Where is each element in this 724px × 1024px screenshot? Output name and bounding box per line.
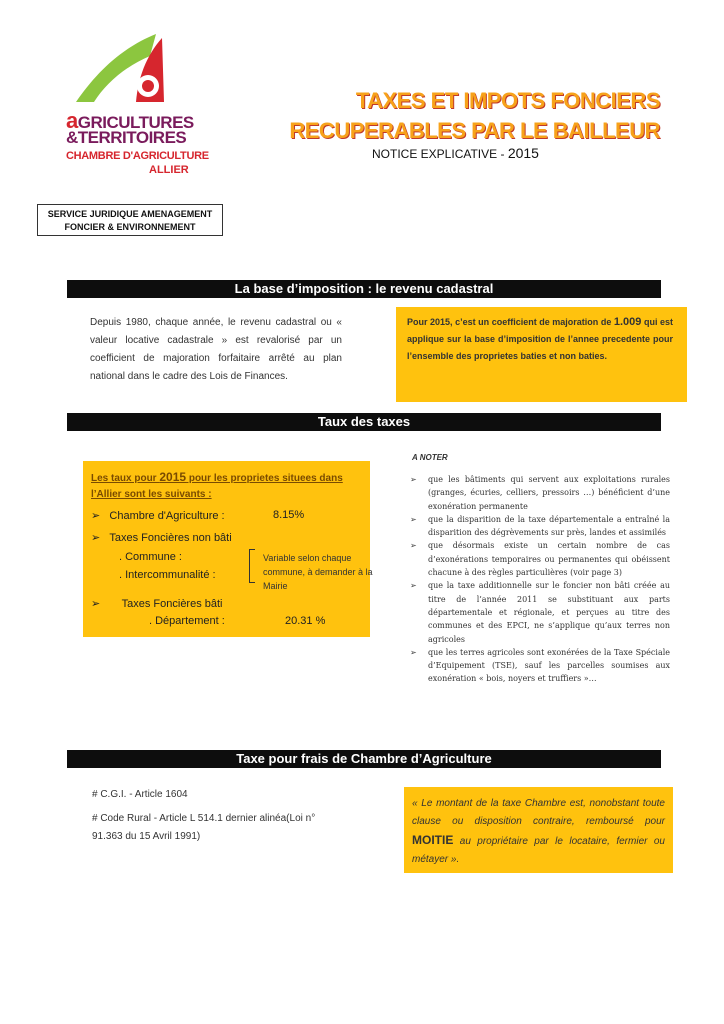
rate-bati-label: ➢ Taxes Foncières bâti xyxy=(91,598,223,610)
arrow-bullet-icon: ➢ xyxy=(410,541,417,551)
rate-commune-label: . Commune : xyxy=(119,551,182,563)
section-title-base: La base d’imposition : le revenu cadastral xyxy=(67,280,661,298)
service-line-1: SERVICE JURIDIQUE AMENAGEMENT xyxy=(47,209,213,219)
page-subtitle: NOTICE EXPLICATIVE - 2015 xyxy=(372,145,539,161)
rate-chambre-label: ➢ Chambre d'Agriculture : xyxy=(91,510,225,522)
note-item: ➢ que les terres agricoles sont exonérées de la Taxe Spéciale d’Equipement (TSE), sauf les parcelles soumises aux exonération « bois, noyers et truffiers »… xyxy=(410,647,670,684)
note-item: ➢ que désormais existe un certain nombre de cas d’exonérations temporaires ou permanentes qui obéissent chacune à des règles particulières (voir page 3) xyxy=(410,541,670,578)
logo-line-1: aGRICULTURES xyxy=(66,108,194,133)
arrow-bullet-icon: ➢ xyxy=(410,475,417,484)
logo-line-3: CHAMBRE D'AGRICULTURE xyxy=(66,150,209,162)
arrow-bullet-icon: ➢ xyxy=(410,647,417,657)
note-title: A NOTER xyxy=(412,453,448,462)
brace-icon xyxy=(249,549,255,583)
note-list xyxy=(410,473,670,686)
legal-references xyxy=(92,786,315,846)
chambre-callout: « Le montant de la taxe Chambre est, nonobstant toute clause ou disposition contraire, remboursé pour MOITIE au propriétaire par le locataire, fermier ou métayer ». xyxy=(404,787,673,873)
note-item: ➢ que la taxe additionnelle sur le foncier non bâti créée au titre de l’année 2011 se substituant aux parts départementale et régionale, et perçues au titre des communes et des EPCI, ne s’applique qu’aux terres non agricoles xyxy=(410,581,670,644)
rate-dept-value: 20.31 % xyxy=(285,615,326,627)
logo-line-2: &TERRITOIRES xyxy=(66,128,187,147)
service-box xyxy=(37,204,223,236)
ref-code-rural-2: 91.363 du 15 Avril 1991) xyxy=(92,831,201,842)
section-title-taux: Taux des taxes xyxy=(67,413,661,431)
chamber-logo xyxy=(66,28,209,178)
ref-code-rural-1: # Code Rural - Article L 514.1 dernier alinéa(Loi n° xyxy=(92,813,316,824)
rate-dept-label: . Département : xyxy=(149,615,225,627)
rate-chambre-value: 8.15% xyxy=(273,509,305,521)
rates-box xyxy=(83,461,373,637)
note-item: ➢ que la disparition de la taxe départementale a entraîné la disparition des dégrèvements sur près, landes et assimilés xyxy=(410,514,670,538)
logo-line-4: ALLIER xyxy=(149,164,189,176)
logo-a-mark-icon xyxy=(66,28,206,108)
page-title xyxy=(289,86,660,146)
note-item: ➢ que les bâtiments qui servent aux exploitations rurales (granges, écuries, celliers, pressoirs …) bénéficient d’une exonération permanente xyxy=(410,475,670,511)
title-line-2: RECUPERABLES PAR LE BAILLEUR xyxy=(289,118,660,143)
rates-heading: Les taux pour 2015 pour les proprietes situees dans l’Allier sont les suivants : xyxy=(91,470,343,500)
rate-nonbati-label: ➢ Taxes Foncières non bâti xyxy=(91,532,232,544)
rate-interco-label: . Intercommunalité : xyxy=(119,569,216,581)
title-line-1: TAXES ET IMPOTS FONCIERS xyxy=(355,88,660,113)
arrow-bullet-icon: ➢ xyxy=(410,581,417,591)
section-title-chambre: Taxe pour frais de Chambre d’Agriculture xyxy=(67,750,661,768)
brace-note: Variable selon chaque commune, à demander à la Mairie xyxy=(263,553,373,591)
arrow-bullet-icon: ➢ xyxy=(410,514,417,524)
base-paragraph: Depuis 1980, chaque année, le revenu cadastral ou « valeur locative cadastrale » est revalorisé par un coefficient de majoration forfaitaire arrêté au plan national dans le cadre des Lois de Finances. xyxy=(90,317,342,382)
service-line-2: FONCIER & ENVIRONNEMENT xyxy=(64,222,196,232)
base-callout: Pour 2015, c’est un coefficient de majoration de 1.009 qui est applique sur la base d’imposition de l’annee precedente pour l’ensemble des proprietes baties et non baties. xyxy=(396,307,687,402)
ref-cgi: # C.G.I. - Article 1604 xyxy=(92,789,188,800)
